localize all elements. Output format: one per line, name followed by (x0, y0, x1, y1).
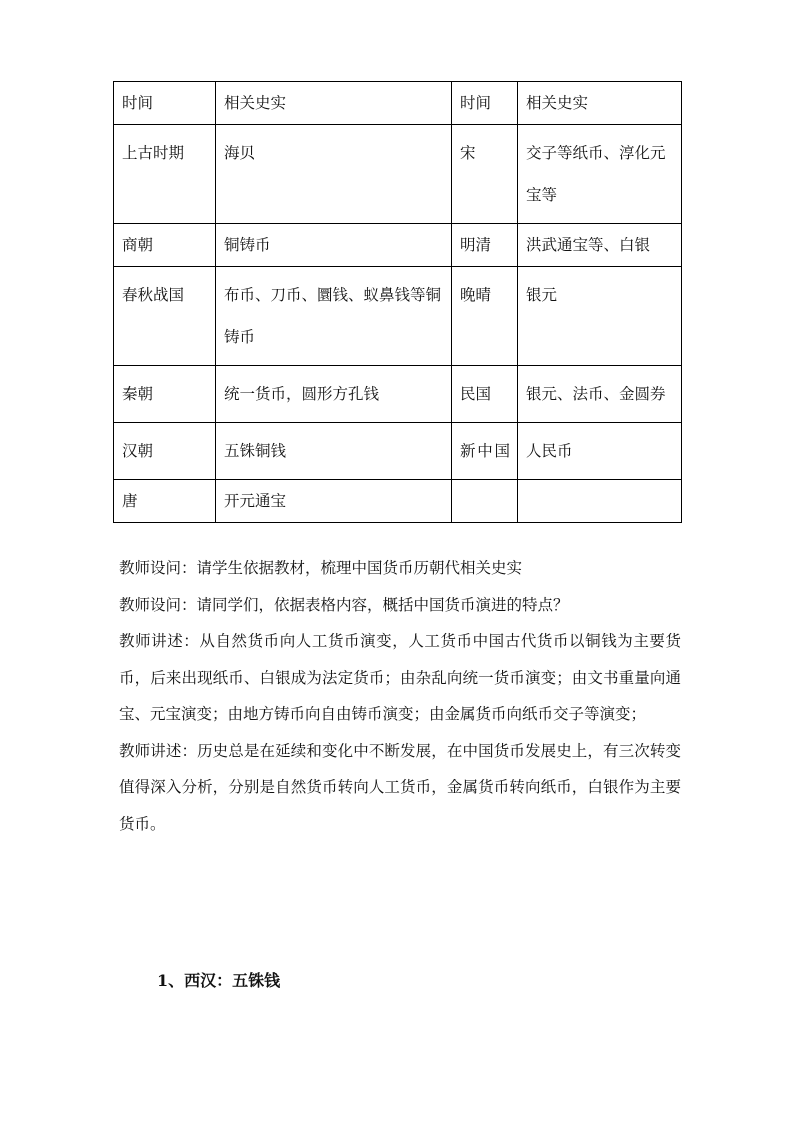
table-cell: 五铢铜钱 (216, 423, 452, 480)
table-cell (452, 480, 518, 523)
table-header-row (114, 82, 682, 125)
lesson-text (119, 550, 681, 842)
table-cell: 人民币 (518, 423, 682, 480)
table-row (114, 480, 682, 523)
section-heading: 1、西汉：五铢钱 (157, 971, 281, 990)
table-cell: 秦朝 (114, 366, 216, 423)
teacher-question-1: 教师设问：请学生依据教材，梳理中国货币历朝代相关史实 (119, 559, 523, 577)
table-cell (518, 480, 682, 523)
table-cell: 晚晴 (452, 267, 518, 366)
table-row (114, 125, 682, 224)
currency-history-table (113, 81, 682, 523)
table-cell: 交子等纸币、淳化元宝等 (518, 125, 682, 224)
table-cell: 洪武通宝等、白银 (518, 224, 682, 267)
table-cell: 唐 (114, 480, 216, 523)
table-cell: 开元通宝 (216, 480, 452, 523)
teacher-explanation-1: 教师讲述：从自然货币向人工货币演变，人工货币中国古代货币以铜钱为主要货币，后来出现纸币、白银成为法定货币；由杂乱向统一货币演变；由文书重量向通宝、元宝演变；由地方铸币向自由铸币演变；由金属货币向纸币交子等演变； (119, 632, 681, 723)
table-cell: 汉朝 (114, 423, 216, 480)
table-cell: 铜铸币 (216, 224, 452, 267)
table-cell: 春秋战国 (114, 267, 216, 366)
table-cell: 商朝 (114, 224, 216, 267)
table-row (114, 366, 682, 423)
table-row (114, 423, 682, 480)
table-cell: 布币、刀币、圜钱、蚁鼻钱等铜铸币 (216, 267, 452, 366)
header-time-2: 时间 (452, 82, 518, 125)
table-cell: 银元 (518, 267, 682, 366)
table-row (114, 224, 682, 267)
table-cell: 上古时期 (114, 125, 216, 224)
table-cell: 宋 (452, 125, 518, 224)
table-cell: 明清 (452, 224, 518, 267)
header-facts-1: 相关史实 (216, 82, 452, 125)
table-cell: 统一货币，圆形方孔钱 (216, 366, 452, 423)
header-time-1: 时间 (114, 82, 216, 125)
table-cell: 民国 (452, 366, 518, 423)
teacher-explanation-2: 教师讲述：历史总是在延续和变化中不断发展，在中国货币发展史上，有三次转变值得深入分析，分别是自然货币转向人工货币，金属货币转向纸币，白银作为主要货币。 (119, 741, 681, 833)
table-cell: 银元、法币、金圆券 (518, 366, 682, 423)
header-facts-2: 相关史实 (518, 82, 682, 125)
table-cell: 新中国 (452, 423, 518, 480)
teacher-question-2: 教师设问：请同学们，依据表格内容，概括中国货币演进的特点？ (119, 595, 569, 614)
table-row (114, 267, 682, 366)
table-cell: 海贝 (216, 125, 452, 224)
